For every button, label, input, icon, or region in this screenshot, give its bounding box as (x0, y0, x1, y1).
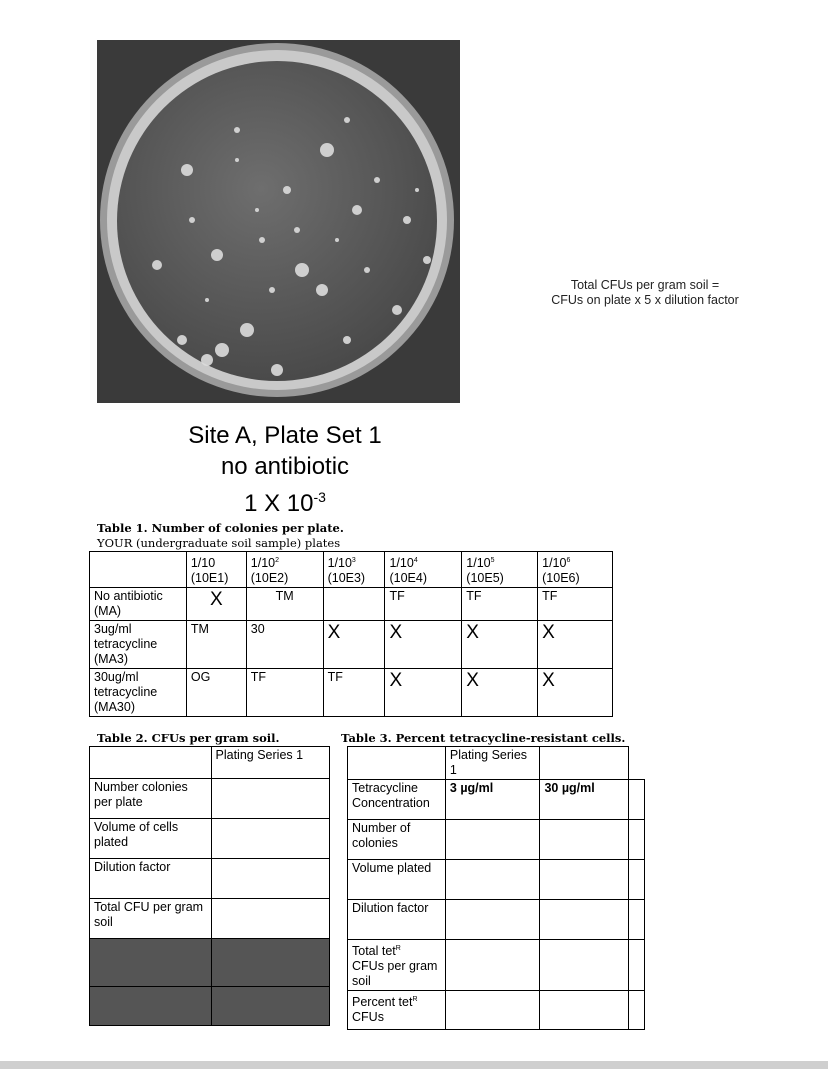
table-cell: X (323, 621, 385, 669)
table3-corner-cell (348, 747, 446, 780)
table1-col-header: 1/10 (10E1) (186, 552, 246, 588)
table-row (90, 899, 330, 939)
table-cell: OG (186, 669, 246, 717)
row-label: Dilution factor (90, 859, 212, 899)
table-cell: X (385, 621, 462, 669)
table-cell (629, 940, 645, 991)
table-cell: X (186, 588, 246, 621)
table-cell: TM (246, 588, 323, 621)
table1 (89, 551, 613, 717)
row-label: Dilution factor (348, 900, 446, 940)
table3-title: Table 3. Percent tetracycline-resistant cells. (341, 731, 626, 745)
row-label: 3ug/ml tetracycline (MA3) (90, 621, 187, 669)
table-cell: 30 (246, 621, 323, 669)
table-cell (629, 820, 645, 860)
row-label: Volume of cells plated (90, 819, 212, 859)
table-cell: TF (385, 588, 462, 621)
table2-col-header: Plating Series 1 (211, 747, 329, 779)
photo-caption (170, 420, 400, 519)
table-row (90, 779, 330, 819)
note-line-2: CFUs on plate x 5 x dilution factor (551, 293, 739, 307)
row-label: Volume plated (348, 860, 446, 900)
table-cell (629, 900, 645, 940)
shaded-cell (90, 987, 212, 1026)
table1-col-header: $1/10^5$ (10E5) (462, 552, 538, 588)
spacer-cell (629, 747, 645, 780)
table-row (348, 780, 645, 820)
table-cell (445, 820, 540, 860)
table1-subtitle: YOUR (undergraduate soil sample) plates (97, 536, 341, 550)
table-cell (540, 940, 629, 991)
row-label: Number colonies per plate (90, 779, 212, 819)
table-cell: X (538, 669, 613, 717)
table-cell (211, 779, 329, 819)
table-row (348, 860, 645, 900)
table-cell (445, 900, 540, 940)
concentration-cell: 3 µg/ml (445, 780, 540, 820)
table-row (348, 820, 645, 860)
table-cell (445, 860, 540, 900)
table-row (90, 669, 613, 717)
table2 (89, 746, 330, 1026)
caption-line-1: Site A, Plate Set 1 (188, 422, 382, 449)
table-cell (211, 899, 329, 939)
table2-title: Table 2. CFUs per gram soil. (97, 731, 280, 745)
table1-col-header: $1/10^3$ (10E3) (323, 552, 385, 588)
table-cell: TF (538, 588, 613, 621)
table-cell (211, 819, 329, 859)
table-row (90, 987, 330, 1026)
table1-col-header: $1/10^4$ (10E4) (385, 552, 462, 588)
table-row (90, 859, 330, 899)
table3 (347, 746, 645, 1030)
table-cell: TM (186, 621, 246, 669)
row-label: No antibiotic (MA) (90, 588, 187, 621)
caption-line-2: no antibiotic (220, 453, 350, 480)
row-label: 30ug/ml tetracycline (MA30) (90, 669, 187, 717)
table-cell (540, 991, 629, 1030)
table-row (348, 900, 645, 940)
table-row (90, 621, 613, 669)
table-cell: X (462, 669, 538, 717)
table1-col-header: $1/10^2$ (10E2) (246, 552, 323, 588)
petri-dish-photo (97, 40, 460, 403)
row-label: Tetracycline Concentration (348, 780, 446, 820)
table1-col-header: $1/10^6$ (10E6) (538, 552, 613, 588)
table-cell: TF (246, 669, 323, 717)
table-cell: X (462, 621, 538, 669)
table1-header-row (90, 552, 613, 588)
table-cell (445, 991, 540, 1030)
shaded-cell (211, 939, 329, 987)
row-label: Percent tet$^R$ CFUs (348, 991, 446, 1030)
table3-col-header: Plating Series 1 (445, 747, 540, 780)
row-label: Total CFU per gram soil (90, 899, 212, 939)
table-cell: TF (462, 588, 538, 621)
table-cell: X (385, 669, 462, 717)
table-cell (629, 991, 645, 1030)
caption-line-3: 1 X $10^{-3}$ (244, 489, 326, 517)
table-row (90, 939, 330, 987)
table-cell (540, 820, 629, 860)
cfu-formula-note (520, 278, 770, 308)
table-cell (629, 860, 645, 900)
table1-corner-cell (90, 552, 187, 588)
table-cell (629, 780, 645, 820)
table-row (90, 588, 613, 621)
concentration-cell: 30 µg/ml (540, 780, 629, 820)
row-label: Total tet$^R$ CFUs per gram soil (348, 940, 446, 991)
note-line-1: Total CFUs per gram soil = (570, 278, 720, 292)
table-cell (445, 940, 540, 991)
shaded-cell (211, 987, 329, 1026)
table-row (348, 991, 645, 1030)
table3-header-row (348, 747, 645, 780)
table-cell (540, 900, 629, 940)
table-row (348, 940, 645, 991)
row-label: Number of colonies (348, 820, 446, 860)
table-cell: TF (323, 669, 385, 717)
table-cell (323, 588, 385, 621)
table3-empty-header (540, 747, 629, 780)
table-cell: X (538, 621, 613, 669)
table2-corner-cell (90, 747, 212, 779)
table-cell (540, 860, 629, 900)
table-cell (211, 859, 329, 899)
page-footer-bar (0, 1061, 828, 1069)
table2-header-row (90, 747, 330, 779)
table1-title: Table 1. Number of colonies per plate. (97, 521, 344, 535)
shaded-cell (90, 939, 212, 987)
table-row (90, 819, 330, 859)
